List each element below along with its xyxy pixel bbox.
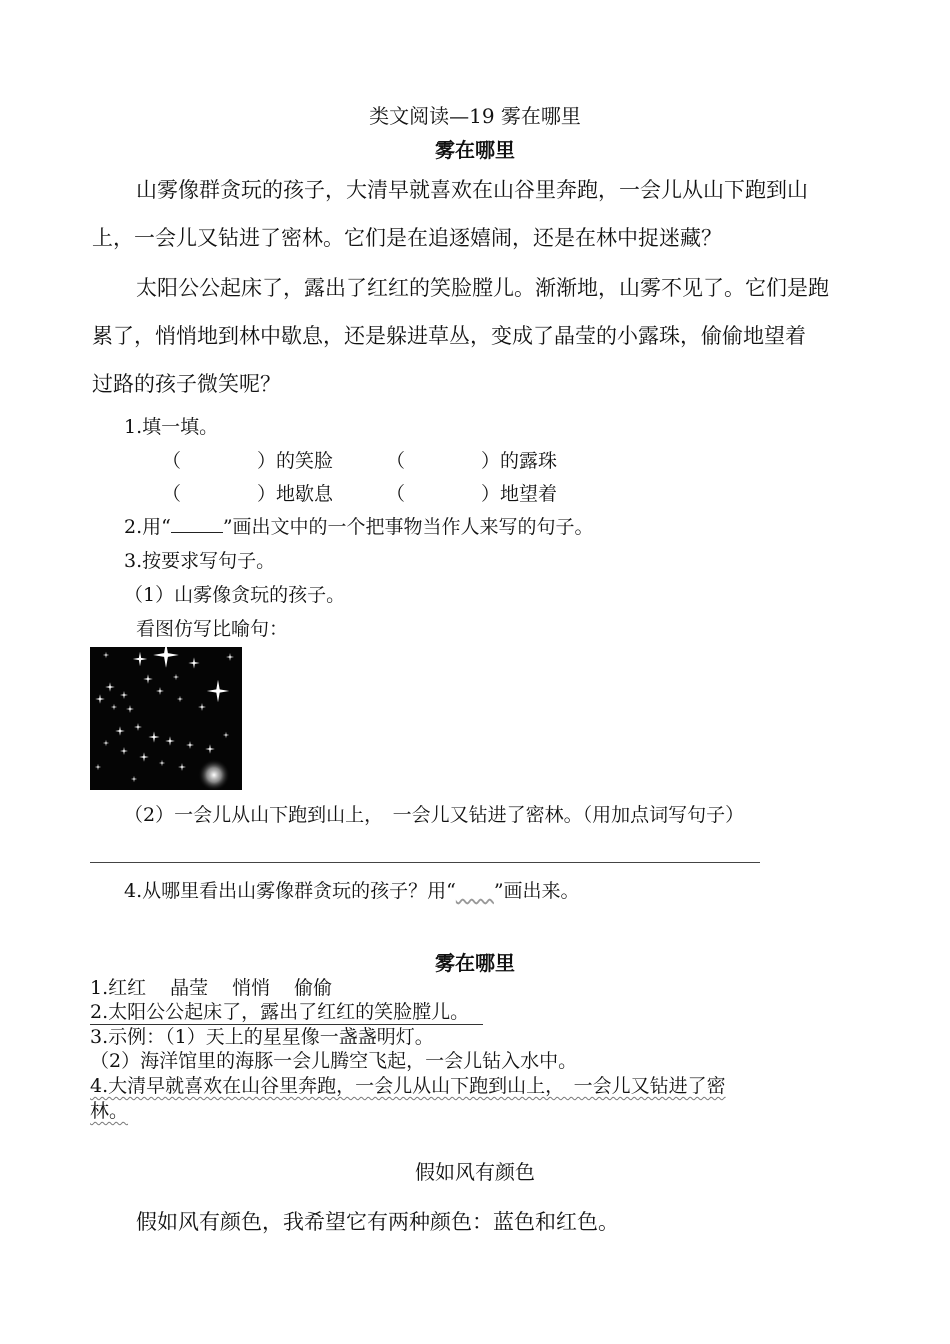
question-4-prefix: 4.从哪里看出山雾像群贪玩的孩子？用“ xyxy=(124,880,456,902)
answer-3-2: （2）海洋馆里的海豚一会儿腾空飞起，一会儿钻入水中。 xyxy=(90,1050,578,1072)
article-paragraph-2-line-1: 太阳公公起床了，露出了红红的笑脸膛儿。渐渐地，山雾不见了。它们是跑 xyxy=(136,276,829,300)
answer-1-item: 晶莹 xyxy=(170,977,209,999)
wavy-line-mark xyxy=(456,876,494,890)
answer-1-item: 偷偷 xyxy=(294,977,333,999)
next-article-title: 假如风有颜色 xyxy=(415,1160,535,1184)
page-title: 类文阅读—19 雾在哪里 xyxy=(369,104,581,128)
article-paragraph-2-line-3: 过路的孩子微笑呢？ xyxy=(92,372,281,396)
question-3-1-prompt: 看图仿写比喻句： xyxy=(136,618,289,640)
next-article-paragraph: 假如风有颜色，我希望它有两种颜色：蓝色和红色。 xyxy=(136,1210,619,1234)
question-1-blank-gaze: （ ）地望着 xyxy=(386,483,558,505)
article-title: 雾在哪里 xyxy=(435,138,515,162)
question-1-blank-smile: （ ）的笑脸 xyxy=(162,450,334,472)
question-2 xyxy=(124,512,594,539)
question-4 xyxy=(124,876,580,903)
starry-night-image xyxy=(90,647,242,790)
question-1: 1.填一填。 xyxy=(124,416,219,438)
question-2-suffix: ”画出文中的一个把事物当作人来写的句子。 xyxy=(222,516,594,538)
answer-1-item: 1.红红 xyxy=(90,977,147,999)
answer-4-line-1: 4.大清早就喜欢在山谷里奔跑，一会儿从山下跑到山上， 一会儿又钻进了密 xyxy=(90,1075,726,1097)
straight-line-mark xyxy=(171,518,223,533)
question-2-prefix: 2.用“ xyxy=(124,516,171,538)
question-1-blank-dew: （ ）的露珠 xyxy=(386,450,558,472)
question-3-1: （1）山雾像贪玩的孩子。 xyxy=(124,584,346,606)
article-paragraph-2-line-2: 累了，悄悄地到林中歇息，还是躲进草丛，变成了晶莹的小露珠，偷偷地望着 xyxy=(92,324,806,348)
article-paragraph-1-line-1: 山雾像群贪玩的孩子，大清早就喜欢在山谷里奔跑，一会儿从山下跑到山 xyxy=(136,178,808,202)
answer-1-item: 悄悄 xyxy=(232,977,271,999)
question-1-blank-rest: （ ）地歇息 xyxy=(162,483,334,505)
answer-1 xyxy=(90,973,332,1000)
question-3-2: （2）一会儿从山下跑到山上， 一会儿又钻进了密林。（用加点词写句子） xyxy=(124,804,745,826)
answer-2: 2.太阳公公起床了，露出了红红的笑脸膛儿。 xyxy=(90,997,483,1025)
question-3: 3.按要求写句子。 xyxy=(124,550,276,572)
answer-4-line-2: 林。 xyxy=(90,1100,129,1122)
answer-line xyxy=(90,862,760,863)
question-4-suffix: ”画出来。 xyxy=(493,880,580,902)
article-paragraph-1-line-2: 上，一会儿又钻进了密林。它们是在追逐嬉闹，还是在林中捉迷藏？ xyxy=(92,226,722,250)
answers-title: 雾在哪里 xyxy=(435,951,515,975)
answer-3-1: 3.示例：（1）天上的星星像一盏盏明灯。 xyxy=(90,1026,434,1048)
